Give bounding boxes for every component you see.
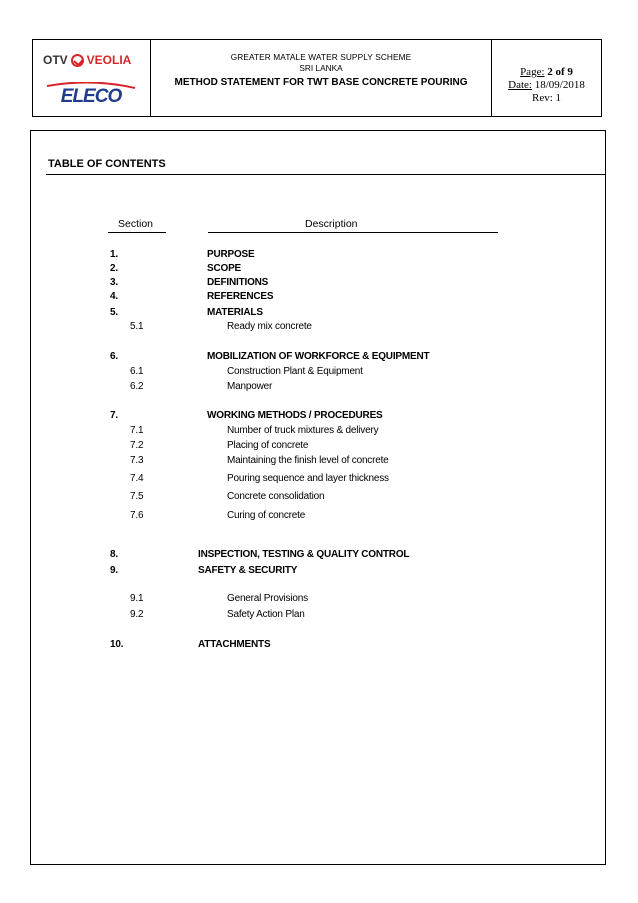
toc-title-rule bbox=[46, 174, 606, 175]
toc-subentry-title[interactable]: Safety Action Plan bbox=[227, 609, 305, 620]
col-section-rule bbox=[108, 232, 166, 233]
toc-entry-number: 5. bbox=[110, 307, 118, 318]
toc-entry-number: 10. bbox=[110, 639, 124, 650]
toc-subentry-title[interactable]: Ready mix concrete bbox=[227, 321, 312, 332]
toc-subentry-number: 5.1 bbox=[130, 321, 144, 332]
date-value: 18/09/2018 bbox=[534, 79, 585, 91]
toc-entry-title[interactable]: DEFINITIONS bbox=[207, 277, 269, 288]
toc-subentry-title[interactable]: Number of truck mixtures & delivery bbox=[227, 425, 379, 436]
toc-subentry-number: 9.2 bbox=[130, 609, 144, 620]
toc-subentry-number: 6.2 bbox=[130, 381, 144, 392]
toc-entry-title[interactable]: INSPECTION, TESTING & QUALITY CONTROL bbox=[198, 549, 410, 560]
date-label: Date: bbox=[508, 79, 532, 91]
col-description-header: Description bbox=[305, 218, 358, 230]
toc-subentry-number: 6.1 bbox=[130, 366, 144, 377]
document-title: METHOD STATEMENT FOR TWT BASE CONCRETE POURING bbox=[174, 77, 468, 88]
toc-entry-title[interactable]: ATTACHMENTS bbox=[198, 639, 271, 650]
eleco-text: ELECO bbox=[60, 86, 122, 106]
toc-entry-title[interactable]: SAFETY & SECURITY bbox=[198, 565, 298, 576]
logo-cell bbox=[33, 40, 151, 116]
veolia-text: VEOLIA bbox=[86, 53, 132, 67]
page-number bbox=[492, 66, 601, 79]
toc-subentry-number: 7.2 bbox=[130, 440, 144, 451]
toc-entry-number: 1. bbox=[110, 249, 118, 260]
col-section-header: Section bbox=[118, 218, 154, 230]
toc-subentry-title[interactable]: Construction Plant & Equipment bbox=[227, 366, 363, 377]
toc-entry-title[interactable]: PURPOSE bbox=[207, 249, 255, 260]
toc-entry-title[interactable]: MOBILIZATION OF WORKFORCE & EQUIPMENT bbox=[207, 351, 430, 362]
toc-entry-title[interactable]: WORKING METHODS / PROCEDURES bbox=[207, 410, 383, 421]
toc-subentry-number: 7.6 bbox=[130, 510, 144, 521]
page-info-cell bbox=[492, 40, 601, 116]
toc-entry-number: 2. bbox=[110, 263, 118, 274]
toc-subentry-title[interactable]: Maintaining the finish level of concrete bbox=[227, 455, 389, 466]
toc-entry-number: 8. bbox=[110, 549, 118, 560]
page-value: 2 of 9 bbox=[547, 66, 573, 78]
toc-subentry-number: 7.3 bbox=[130, 455, 144, 466]
toc-title: TABLE OF CONTENTS bbox=[48, 158, 166, 170]
header-title-cell bbox=[151, 40, 492, 116]
toc-subentry-title[interactable]: Curing of concrete bbox=[227, 510, 306, 521]
scheme-name: GREATER MATALE WATER SUPPLY SCHEME bbox=[230, 52, 412, 62]
toc-subentry-number: 9.1 bbox=[130, 593, 144, 604]
page-label: Page: bbox=[520, 66, 545, 78]
document-header bbox=[32, 39, 602, 117]
revision: Rev: 1 bbox=[531, 92, 562, 104]
eleco-logo bbox=[45, 82, 137, 106]
toc-subentry-number: 7.4 bbox=[130, 473, 144, 484]
toc-subentry-title[interactable]: Pouring sequence and layer thickness bbox=[227, 473, 389, 484]
toc-entry-number: 9. bbox=[110, 565, 118, 576]
document-date bbox=[492, 79, 601, 92]
toc-subentry-title[interactable]: Concrete consolidation bbox=[227, 491, 325, 502]
toc-entry-title[interactable]: REFERENCES bbox=[207, 291, 274, 302]
toc-subentry-number: 7.5 bbox=[130, 491, 144, 502]
toc-entry-number: 4. bbox=[110, 291, 118, 302]
col-description-rule bbox=[208, 232, 498, 233]
otv-text: OTV bbox=[43, 53, 68, 67]
toc-entry-number: 6. bbox=[110, 351, 118, 362]
toc-subentry-title[interactable]: Placing of concrete bbox=[227, 440, 309, 451]
country: SRI LANKA bbox=[299, 63, 343, 73]
toc-subentry-number: 7.1 bbox=[130, 425, 144, 436]
toc-entry-title[interactable]: MATERIALS bbox=[207, 307, 263, 318]
toc-entry-title[interactable]: SCOPE bbox=[207, 263, 242, 274]
toc-subentry-title[interactable]: General Provisions bbox=[227, 593, 308, 604]
toc-entry-number: 3. bbox=[110, 277, 118, 288]
toc-subentry-title[interactable]: Manpower bbox=[227, 381, 273, 392]
veolia-mark-icon bbox=[71, 54, 84, 67]
otv-veolia-logo bbox=[43, 53, 131, 67]
toc-entry-number: 7. bbox=[110, 410, 118, 421]
